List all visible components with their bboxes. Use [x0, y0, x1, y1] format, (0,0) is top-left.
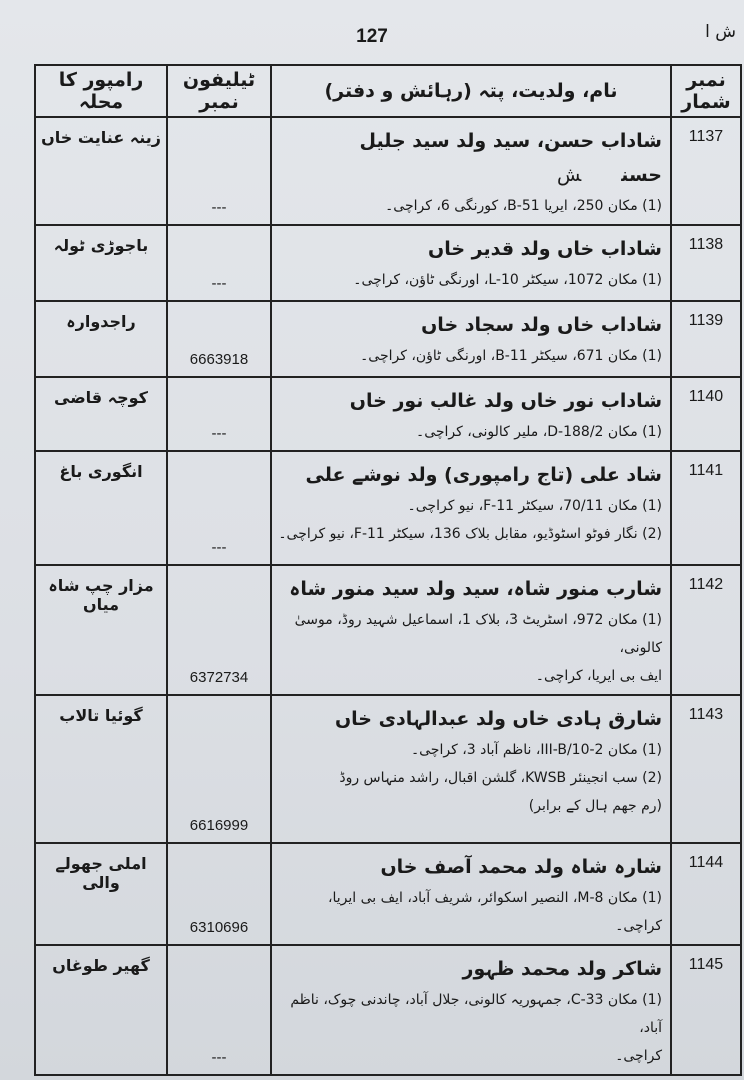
entry-details	[271, 695, 671, 843]
table-row	[35, 565, 741, 695]
entry-name: شارق ہادی خاں ولد عبدالہادی خاں	[334, 708, 662, 730]
entry-phone: 6616999	[167, 695, 271, 843]
entry-locality: باجوڑی ٹولہ	[35, 225, 167, 301]
entry-address: (1) مکان M-8، النصیر اسکوائر، شریف آباد، ایف بی ایریا، کراچی۔	[327, 890, 662, 934]
entry-phone: ---	[167, 225, 271, 301]
entry-name: شاکر ولد محمد ظہور	[462, 958, 662, 980]
entry-locality: املی جھولے والی	[35, 843, 167, 945]
entry-address: (2) سب انجینئر KWSB، گلشن اقبال، راشد منہاس روڈ	[339, 770, 662, 786]
entry-number: 1141	[671, 451, 741, 565]
entry-name: شاد علی (تاج رامپوری) ولد نوشے علی	[305, 464, 662, 486]
entry-name: شاداب حسن، سید ولد سید جلیل حسن	[359, 130, 662, 186]
directory-table	[34, 64, 742, 1076]
header-row	[35, 65, 741, 117]
entry-name: شارہ شاہ ولد محمد آصف خاں	[380, 856, 662, 878]
entry-phone: 6372734	[167, 565, 271, 695]
entry-locality: مزار چپ شاہ میاں	[35, 565, 167, 695]
table-row	[35, 451, 741, 565]
entry-details	[271, 301, 671, 377]
entry-address: (1) مکان 250، ایریا B-51، کورنگی 6، کراچی۔	[385, 198, 662, 214]
entry-address: (1) مکان D-188/2، ملیر کالونی، کراچی۔	[416, 424, 662, 440]
entry-details	[271, 945, 671, 1075]
entry-details	[271, 117, 671, 225]
entry-phone: ---	[167, 451, 271, 565]
table-row	[35, 117, 741, 225]
entry-address: ایف بی ایریا، کراچی۔	[535, 668, 662, 684]
entry-phone: ---	[167, 117, 271, 225]
entry-details	[271, 843, 671, 945]
entry-details	[271, 451, 671, 565]
entry-number: 1140	[671, 377, 741, 451]
entry-address: (1) مکان C-33، جمہوریہ کالونی، جلال آباد، چاندنی چوک، ناظم آباد،	[290, 992, 662, 1036]
entry-number: 1144	[671, 843, 741, 945]
entry-address: (1) مکان 671، سیکٹر B-11، اورنگی ٹاؤن، کراچی۔	[360, 348, 662, 364]
entry-number: 1143	[671, 695, 741, 843]
entry-details	[271, 565, 671, 695]
header-phone: ٹیلیفون نمبر	[167, 65, 271, 117]
entry-address: (1) مکان 972، اسٹریٹ 3، بلاک 1، اسماعیل شہید روڈ، موسیٰ کالونی،	[294, 612, 662, 656]
entry-locality: زینہ عنایت خاں	[35, 117, 167, 225]
entry-address: (رم جھم ہال کے برابر)	[528, 798, 662, 814]
table-row	[35, 945, 741, 1075]
entry-name: شارب منور شاہ، سید ولد سید منور شاہ	[289, 578, 662, 600]
entry-locality: راجدوارہ	[35, 301, 167, 377]
entry-number: 1138	[671, 225, 741, 301]
entry-details	[271, 225, 671, 301]
entry-address: (1) مکان 70/11، سیکٹر F-11، نیو کراچی۔	[407, 498, 662, 514]
entry-phone: ---	[167, 377, 271, 451]
entry-number: 1139	[671, 301, 741, 377]
header-number: نمبر شمار	[671, 65, 741, 117]
entry-locality: گھیر طوغاں	[35, 945, 167, 1075]
entry-address: کراچی۔	[615, 1048, 662, 1064]
table-row	[35, 843, 741, 945]
entry-name: شاداب خاں ولد سجاد خاں	[421, 314, 662, 336]
header-locality: رامپور کا محلہ	[35, 65, 167, 117]
entry-number: 1137	[671, 117, 741, 225]
entry-address: (1) مکان 1072، سیکٹر L-10، اورنگی ٹاؤن، کراچی۔	[353, 272, 662, 288]
table-row	[35, 301, 741, 377]
entry-phone: ---	[167, 945, 271, 1075]
entry-phone: 6310696	[167, 843, 271, 945]
corner-mark: ش ا	[705, 22, 736, 42]
entry-phone: 6663918	[167, 301, 271, 377]
entry-details	[271, 377, 671, 451]
entry-number: 1142	[671, 565, 741, 695]
table-row	[35, 377, 741, 451]
page-number: 127	[356, 26, 388, 47]
entry-locality: کوچہ قاضی	[35, 377, 167, 451]
entry-number: 1145	[671, 945, 741, 1075]
entry-locality: گوئیا تالاب	[35, 695, 167, 843]
table-row	[35, 225, 741, 301]
entry-name: شاداب نور خاں ولد غالب نور خاں	[349, 390, 662, 412]
entry-address: (2) نگار فوٹو اسٹوڈیو، مقابل بلاک 136، سیکٹر F-11، نیو کراچی۔	[278, 526, 662, 542]
entry-locality: انگوری باغ	[35, 451, 167, 565]
entry-mark: ش	[556, 164, 582, 186]
entry-name: شاداب خاں ولد قدیر خاں	[427, 238, 662, 260]
header-name: نام، ولدیت، پتہ (رہائش و دفتر)	[271, 65, 671, 117]
table-row	[35, 695, 741, 843]
entry-address: (1) مکان III-B/10-2، ناظم آباد 3، کراچی۔	[410, 742, 662, 758]
